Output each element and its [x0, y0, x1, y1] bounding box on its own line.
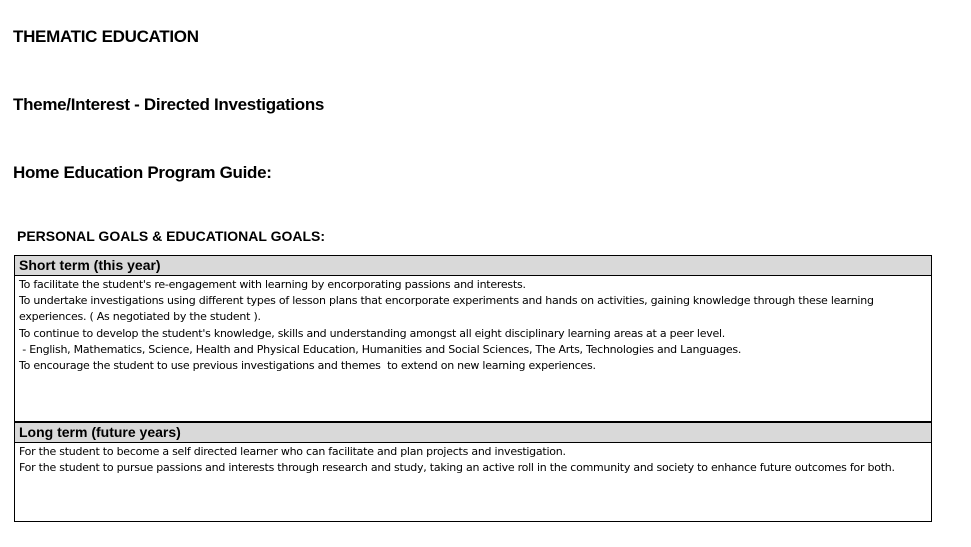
guide-heading: Home Education Program Guide: [13, 163, 272, 182]
long-term-goal: For the student to become a self directed learner who can facilitate and plan projects and investigation. [19, 445, 566, 458]
document-title: THEMATIC EDUCATION [13, 27, 199, 46]
long-term-goal: For the student to pursue passions and interests through research and study, taking an active roll in the community and society to enhance future outcomes for both. [19, 461, 895, 475]
short-term-goals-box [14, 255, 932, 422]
short-term-goal: To encourage the student to use previous investigations and themes to extend on new learning experiences. [19, 359, 596, 373]
short-term-goal: To undertake investigations using different types of lesson plans that encorporate experiments and hands on activities, gaining knowledge through these learning experiences. ( As negotiated by the student ). [19, 294, 874, 324]
short-term-body [15, 276, 931, 374]
section-label: PERSONAL GOALS & EDUCATIONAL GOALS: [17, 228, 326, 244]
short-term-goal: To facilitate the student's re-engagement with learning by encorporating passions and interests. [19, 278, 526, 291]
short-term-goal: - English, Mathematics, Science, Health and Physical Education, Humanities and Social Sciences, The Arts, Technologies and Languages. [19, 342, 742, 356]
long-term-header: Long term (future years) [15, 422, 931, 443]
long-term-goals-box [14, 422, 932, 522]
document-subtitle: Theme/Interest - Directed Investigations [13, 95, 325, 114]
short-term-goal: To continue to develop the student's knowledge, skills and understanding amongst all eight disciplinary learning areas at a peer level. [19, 326, 726, 340]
short-term-header: Short term (this year) [15, 256, 931, 276]
long-term-body [15, 443, 931, 476]
